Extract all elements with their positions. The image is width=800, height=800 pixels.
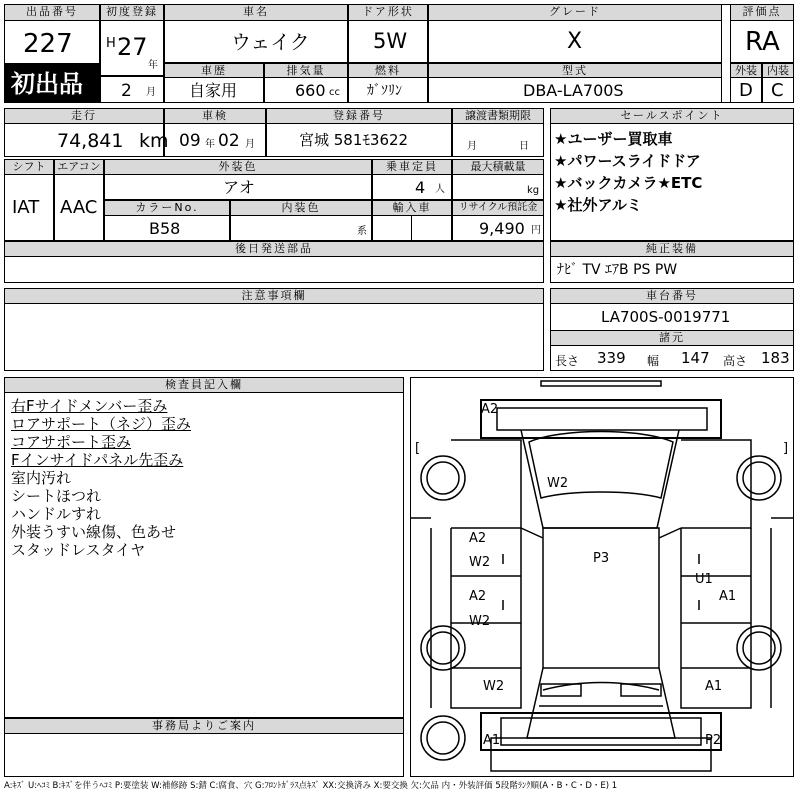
office-header: 事務局よりご案内	[4, 718, 404, 734]
shift-value: IAT	[12, 197, 40, 218]
mark-left-door1-w: W2	[469, 555, 491, 570]
ext-color-cell	[104, 174, 372, 200]
grade-header: グレード	[428, 4, 722, 21]
caution-cell	[4, 303, 544, 371]
transfer-header: 譲渡書類期限	[452, 108, 544, 124]
spec-height: 183	[761, 349, 790, 367]
import-header: 輸入車	[372, 200, 452, 216]
car-name: ウェイク	[231, 30, 310, 54]
damage-diagram	[410, 377, 794, 777]
interior-cell	[762, 77, 794, 103]
int-color-header: 内装色	[230, 200, 372, 216]
color-no-value: B58	[149, 219, 181, 238]
mileage-cell: 74,841 km	[4, 123, 164, 157]
note-line-8: 外装うすい線傷、色あせ	[11, 523, 177, 541]
grade-value: X	[567, 29, 583, 54]
mark-rear-left: W2	[483, 679, 505, 694]
door-header: ドア形状	[348, 4, 428, 21]
color-no-cell	[104, 215, 230, 241]
mark-roof: P3	[593, 551, 610, 566]
sales-point-1: ★ユーザー買取車	[554, 130, 673, 148]
note-line-1: 右Fサイドメンバー歪み	[11, 397, 168, 415]
lot-no-cell	[4, 20, 100, 64]
recycle-value: 9,490	[479, 219, 525, 238]
mileage-header: 走行	[4, 108, 164, 124]
score-value: RA	[745, 27, 780, 57]
equipment-value: ﾅﾋﾞ TV ｴｱB PS PW	[557, 262, 678, 278]
score-cell	[730, 20, 794, 63]
fuel-header: 燃料	[348, 63, 428, 78]
model-value: DBA-LA700S	[523, 81, 624, 100]
mark-bumper-left: A1	[483, 733, 501, 748]
recycle-header: リサイクル預託金	[452, 200, 544, 216]
spec-length: 339	[597, 349, 626, 367]
chassis-header: 車台番号	[550, 288, 794, 304]
office-cell	[4, 733, 404, 777]
model-cell	[428, 77, 722, 103]
first-reg-month: 2	[121, 81, 132, 101]
inspection-year: 09	[179, 131, 201, 151]
max-load-cell: kg	[452, 174, 544, 200]
capacity-value: 4	[415, 178, 426, 197]
mark-bumper-right: P2	[705, 733, 722, 748]
score-header: 評価点	[730, 4, 794, 21]
equipment-cell	[550, 256, 794, 283]
fuel-cell	[348, 77, 428, 103]
specs-cell: 長さ 339 幅 147 高さ 183	[550, 345, 794, 371]
exterior-score: D	[739, 80, 753, 101]
mark-front-left: A2	[481, 402, 499, 417]
spec-width: 147	[681, 349, 710, 367]
aircon-value: AAC	[60, 197, 98, 218]
equipment-header: 純正装備	[550, 241, 794, 257]
int-color-cell: 系	[230, 215, 372, 241]
sales-points-list	[550, 123, 794, 241]
mileage-value: 74,841	[57, 130, 124, 152]
note-line-6: シートほつれ	[11, 487, 102, 505]
color-no-header: カラーNo.	[104, 200, 230, 216]
mark-bracket-right: ]	[783, 441, 789, 456]
inspector-header: 検査員記入欄	[4, 377, 404, 393]
transfer-cell: 月 日	[452, 123, 544, 157]
car-name-cell	[164, 20, 348, 63]
inspector-notes	[4, 392, 404, 718]
note-line-2: ロアサポート（ネジ）歪み	[11, 415, 192, 433]
mark-left-door2-w: W2	[469, 614, 491, 629]
mark-left-door1-a: A2	[469, 531, 487, 546]
ext-color-value: アオ	[223, 178, 255, 197]
car-name-header: 車名	[164, 4, 348, 21]
fuel-value: ｶﾞｿﾘﾝ	[367, 83, 402, 99]
sales-point-3: ★バックカメラ★ETC	[554, 174, 703, 192]
chassis-value: LA700S-0019771	[601, 308, 731, 326]
first-reg-year: 27	[117, 33, 148, 61]
exterior-cell	[730, 77, 762, 103]
aircon-header: エアコン	[54, 159, 104, 175]
interior-score: C	[771, 80, 784, 101]
specs-header: 諸元	[550, 330, 794, 346]
shift-cell	[4, 174, 54, 241]
reg-no-value: 宮城 581ﾓ3622	[299, 131, 409, 149]
displacement-cell: 660 cc	[264, 77, 348, 103]
max-load-header: 最大積載量	[452, 159, 544, 175]
note-line-3: コアサポート歪み	[11, 433, 132, 451]
first-reg-header: 初度登録	[100, 4, 164, 21]
door-cell	[348, 20, 428, 63]
model-header: 型式	[428, 63, 722, 78]
inspection-month: 02	[218, 131, 240, 151]
first-reg-year-cell: H 27 年	[100, 20, 164, 76]
reg-no-cell	[266, 123, 452, 157]
door-value: 5W	[373, 29, 408, 53]
note-line-5: 室内汚れ	[11, 469, 72, 487]
car-outline-svg	[411, 378, 793, 776]
note-line-4: Fインサイドパネル先歪み	[11, 451, 184, 469]
caution-header: 注意事項欄	[4, 288, 544, 304]
grade-cell	[428, 20, 722, 63]
inspection-header: 車検	[164, 108, 266, 124]
capacity-header: 乗車定員	[372, 159, 452, 175]
later-parts-cell	[4, 256, 544, 283]
mark-right-rear-door: A1	[719, 589, 737, 604]
capacity-cell: 4 人	[372, 174, 452, 200]
mark-bracket-left: [	[415, 441, 421, 456]
history-cell	[164, 77, 264, 103]
history-value: 自家用	[189, 81, 238, 100]
exterior-header: 外装	[730, 63, 762, 78]
legend: A:ｷｽﾞ U:ﾍｺﾐ B:ｷｽﾞを伴うﾍｺﾐ P:要塗装 W:補修跡 S:錆 C:腐食、穴 G:ﾌﾛﾝﾄｶﾞﾗｽ点ｷｽﾞ XX:交換済み X:要交換 欠:欠品 内・外装評価 5段階ﾗﾝｸ順(A・B・C・D・E) 1	[4, 781, 618, 791]
sales-point-2: ★パワースライドドア	[554, 152, 701, 170]
lot-number: 227	[23, 29, 73, 59]
mark-rear-right: A1	[705, 679, 723, 694]
mark-right-u: U1	[695, 572, 713, 587]
chassis-cell	[550, 303, 794, 331]
aircon-cell	[54, 174, 104, 241]
mark-w2-hood: W2	[547, 476, 569, 491]
interior-header: 内装	[762, 63, 794, 78]
later-parts-header: 後日発送部品	[4, 241, 544, 257]
first-reg-month-cell: 2 月	[100, 76, 164, 103]
sales-points-header: セールスポイント	[550, 108, 794, 124]
import-cell	[372, 215, 452, 241]
lot-no-header: 出品番号	[4, 4, 100, 21]
inspection-cell: 09 年 02 月	[164, 123, 266, 157]
displacement-value: 660	[295, 81, 326, 100]
sales-point-4: ★社外アルミ	[554, 196, 642, 214]
recycle-cell: 9,490 円	[452, 215, 544, 241]
first-time-badge: 初出品	[4, 64, 100, 103]
note-line-7: ハンドルすれ	[11, 505, 102, 523]
note-line-9: スタッドレスタイヤ	[11, 541, 146, 559]
mark-left-door2-a: A2	[469, 589, 487, 604]
reg-no-header: 登録番号	[266, 108, 452, 124]
displacement-header: 排気量	[264, 63, 348, 78]
ext-color-header: 外装色	[104, 159, 372, 175]
history-header: 車歴	[164, 63, 264, 78]
shift-header: シフト	[4, 159, 54, 175]
